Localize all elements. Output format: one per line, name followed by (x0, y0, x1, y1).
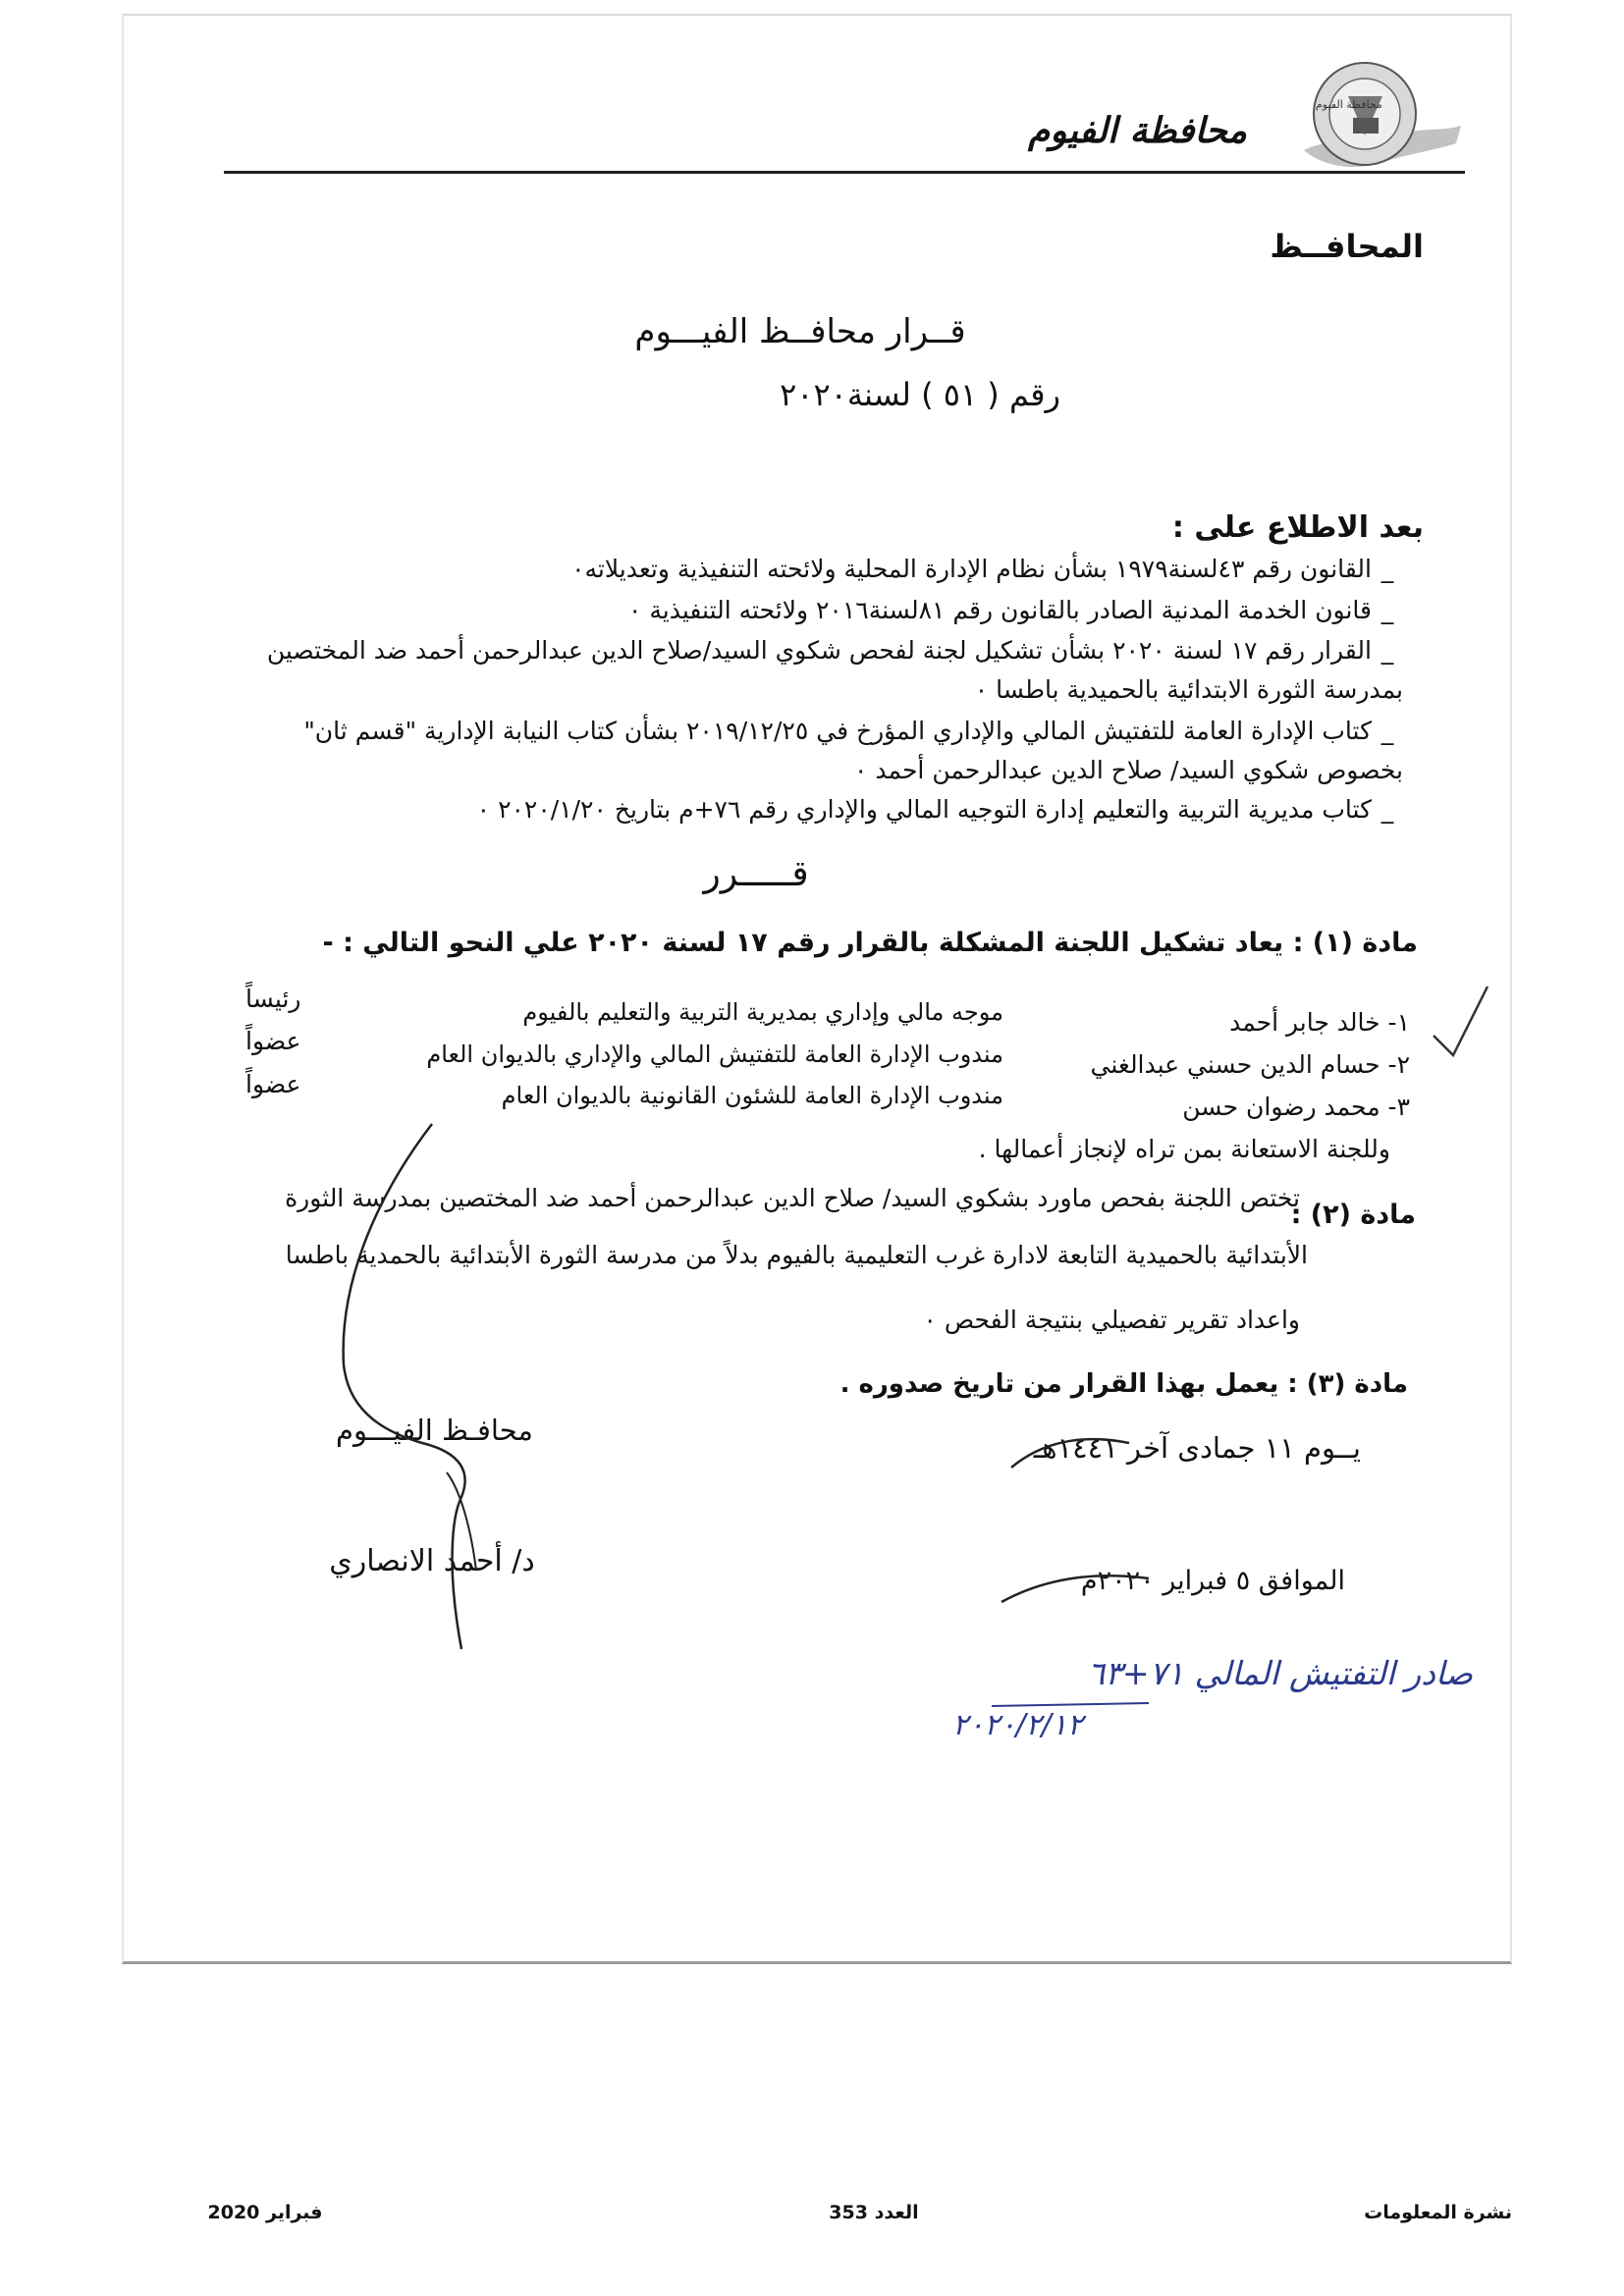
date-handwriting-stroke (1011, 1439, 1129, 1468)
gregorian-date: الموافق ٥ فبراير ٢٠٢٠م (1080, 1566, 1345, 1596)
member-position: رئيساً (245, 985, 301, 1013)
reference-item: _القانون رقم ٤٣لسنة١٩٧٩ بشأن نظام الإدارة المحلية ولائحته التنفيذية وتعديلاته٠ (571, 555, 1394, 583)
footer-issue: العدد 353 (829, 2202, 919, 2223)
assist-clause: وللجنة الاستعانة بمن تراه لإنجاز أعمالها . (978, 1135, 1390, 1163)
signatory-title: محافـظ الفيـــوم (336, 1414, 533, 1447)
date-handwriting-stroke (1001, 1575, 1149, 1602)
reference-item: _قانون الخدمة المدنية الصادر بالقانون رقم ٨١لسنة٢٠١٦ ولائحته التنفيذية ٠ (628, 596, 1394, 624)
seal-text: محافظة الفيوم (1316, 98, 1382, 111)
member-role: مندوب الإدارة العامة للشئون القانونية بالديوان العام (501, 1082, 1003, 1109)
member-role: موجه مالي وإداري بمديرية التربية والتعليم بالفيوم (522, 998, 1003, 1026)
footer-publication: نشرة المعلومات (1364, 2202, 1512, 2223)
governorate-name: محافظة الفيوم (1028, 111, 1247, 151)
member-position: عضواً (245, 1027, 301, 1055)
reference-continuation: بمدرسة الثورة الابتدائية بالحميدية باطسا ٠ (974, 675, 1403, 704)
hijri-date: يــوم ١١ جمادى آخر ١٤٤١هـ (1033, 1431, 1361, 1465)
handwritten-note: صادر التفتيش المالي ٧١+٦٣ (1087, 1654, 1473, 1692)
member-name: ١- خالد جابر أحمد (1229, 1008, 1410, 1037)
article-2-line: واعداد تقرير تفصيلي بنتيجة الفحص ٠ (923, 1306, 1300, 1334)
article-2-line: الأبتدائية بالحميدية التابعة لادارة غرب التعليمية بالفيوم بدلاً من مدرسة الثورة الأبتدائية بالحمدية باطسا (285, 1241, 1308, 1269)
signature-stroke (344, 1124, 465, 1649)
reference-item: _كتاب الإدارة العامة للتفتيش المالي والإداري المؤرخ في ٢٠١٩/١٢/٢٥ بشأن كتاب النيابة الإدارية "قسم ثان" (303, 717, 1394, 745)
article-2-line: تختص اللجنة بفحص ماورد بشكوي السيد/ صلاح الدين عبدالرحمن أحمد ضد المختصين بمدرسة الثورة (285, 1184, 1300, 1212)
decree-title: قــرار محافــظ الفيـــوم (634, 312, 966, 351)
reference-item: _القرار رقم ١٧ لسنة ٢٠٢٠ بشأن تشكيل لجنة لفحص شكوي السيد/صلاح الدين عبدالرحمن أحمد ضد المختصين (266, 636, 1394, 665)
reference-continuation: بخصوص شكوي السيد/ صلاح الدين عبدالرحمن أحمد ٠ (854, 756, 1403, 784)
office-title: المحافــظ (1270, 228, 1424, 265)
article-3: مادة (٣) : يعمل بهذا القرار من تاريخ صدوره . (839, 1369, 1408, 1399)
reference-item: _كتاب مديرية التربية والتعليم إدارة التوجيه المالي والإداري رقم ٧٦+م بتاريخ ٢٠٢٠/١/٢٠ ٠ (476, 795, 1394, 824)
preamble-heading: بعد الاطلاع على : (1171, 510, 1424, 545)
handwriting-underline (992, 1703, 1149, 1706)
member-position: عضواً (245, 1070, 301, 1098)
footer-date: فبراير 2020 (207, 2202, 323, 2223)
checkmark-icon (1434, 987, 1488, 1055)
article-1: مادة (١) : يعاد تشكيل اللجنة المشكلة بالقرار رقم ١٧ لسنة ٢٠٢٠ علي النحو التالي : - (322, 928, 1418, 958)
member-name: ٣- محمد رضوان حسن (1182, 1093, 1410, 1121)
decision-heading: قـــــرر (703, 854, 809, 894)
member-name: ٢- حسام الدين حسني عبدالغني (1090, 1050, 1410, 1079)
handwritten-date: ٢٠٢٠/٢/١٢ (952, 1708, 1084, 1742)
decree-number: رقم ( ٥١ ) لسنة٢٠٢٠ (780, 376, 1060, 413)
article-2-label: مادة (٢) : (1290, 1200, 1416, 1230)
signatory-name: د/ أحمد الانصاري (329, 1544, 535, 1578)
member-role: مندوب الإدارة العامة للتفتيش المالي والإداري بالديوان العام (426, 1041, 1003, 1068)
